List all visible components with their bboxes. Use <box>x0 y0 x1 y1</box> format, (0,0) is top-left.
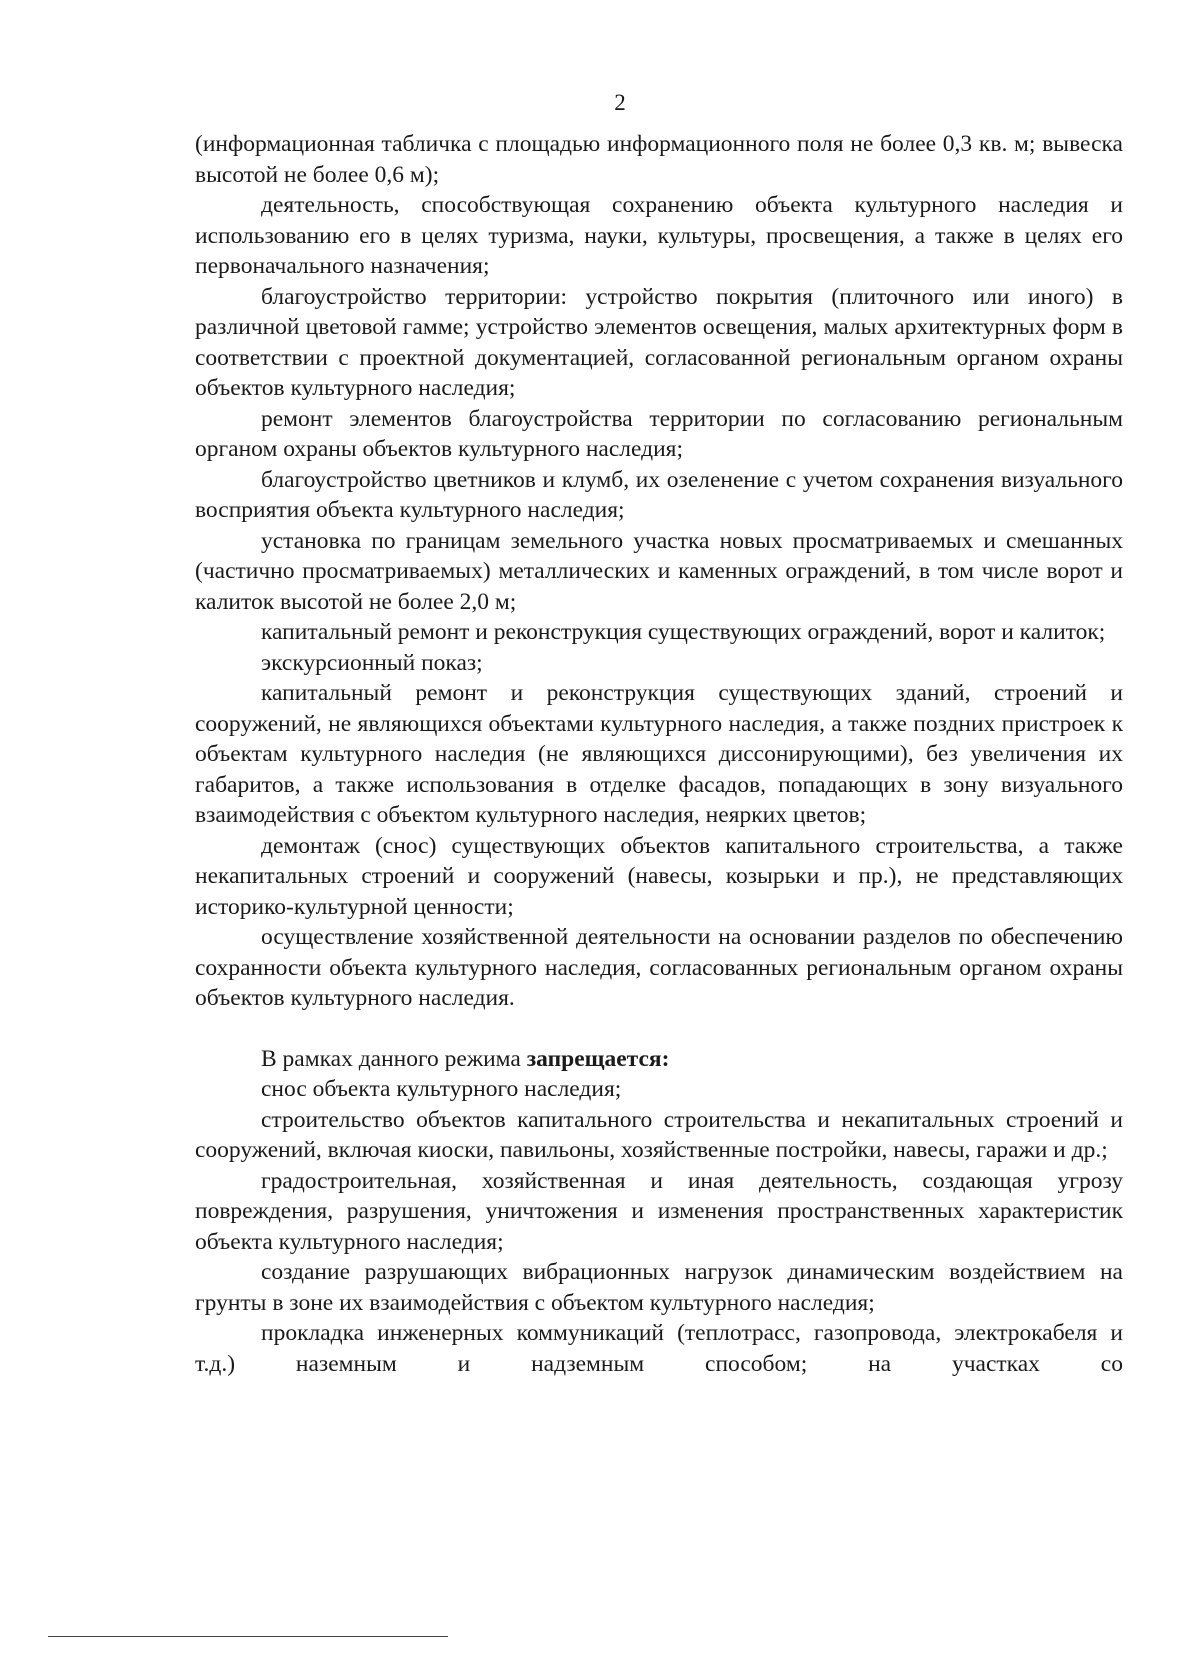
paragraph: установка по границам земельного участка новых просматриваемых и смешанных (частично просматриваемых) металлических и каменных ограждений, в том числе ворот и калиток высотой не более 2,0 м; <box>195 527 1123 615</box>
paragraph: экскурсионный показ; <box>261 649 483 676</box>
prohibition-heading-emphasis: запрещается: <box>526 1045 670 1072</box>
paragraph: деятельность, способствующая сохранению объекта культурного наследия и использованию его в целях туризма, науки, культуры, просвещения, а также в целях его первоначального назначения; <box>195 192 1123 279</box>
paragraph: капитальный ремонт и реконструкция существующих ограждений, ворот и калиток; <box>261 619 1106 645</box>
prohibition-item: градостроительная, хозяйственная и иная деятельность, создающая угрозу повреждения, разрушения, уничтожения и изменения пространственных характеристик объекта культурного наследия; <box>195 1167 1123 1255</box>
paragraph: ремонт элементов благоустройства территории по согласованию региональным органом охраны объектов культурного наследия; <box>195 405 1123 462</box>
paragraph: благоустройство цветников и клумб, их озеленение с учетом сохранения визуального восприятия объекта культурного наследия; <box>195 466 1123 523</box>
footnote-separator <box>48 1636 448 1637</box>
prohibition-heading-prefix: В рамках данного режима <box>261 1045 527 1072</box>
prohibition-heading <box>195 1044 1123 1075</box>
paragraph: капитальный ремонт и реконструкция существующих зданий, строений и сооружений, не являющихся объектами культурного наследия, а также поздних пристроек к объектам культурного наследия (не являющихся диссонирующими), без увеличения их габаритов, а также использования в отделке фасадов, попадающих в зону визуального взаимодействия с объектом культурного наследия, неярких цветов; <box>195 680 1123 828</box>
paragraph: демонтаж (снос) существующих объектов капитального строительства, а также некапитальных строений и сооружений (навесы, козырьки и пр.), не представляющих историко-культурной ценности; <box>195 832 1123 920</box>
prohibition-item: строительство объектов капитального строительства и некапитальных строений и сооружений, включая киоски, павильоны, хозяйственные постройки, навесы, гаражи и др.; <box>195 1106 1123 1163</box>
prohibition-item: снос объекта культурного наследия; <box>261 1076 622 1102</box>
document-body <box>195 129 1123 1379</box>
paragraph: осуществление хозяйственной деятельности на основании разделов по обеспечению сохранности объекта культурного наследия, согласованных региональным органом охраны объектов культурного наследия. <box>195 924 1123 1011</box>
prohibition-item: прокладка инженерных коммуникаций (теплотрасс, газопровода, электрокабеля и т.д.) наземным и надземным способом; на участках со <box>195 1320 1123 1377</box>
paragraph: благоустройство территории: устройство покрытия (плиточного или иного) в различной цветовой гамме; устройство элементов освещения, малых архитектурных форм в соответствии с проектной документацией, согласованной региональным органом охраны объектов культурного наследия; <box>195 283 1123 401</box>
prohibition-item: создание разрушающих вибрационных нагрузок динамическим воздействием на грунты в зоне их взаимодействия с объектом культурного наследия; <box>195 1259 1123 1316</box>
paragraph: (информационная табличка с площадью информационного поля не более 0,3 кв. м; вывеска высотой не более 0,6 м); <box>195 131 1123 188</box>
page-number: 2 <box>614 90 626 115</box>
